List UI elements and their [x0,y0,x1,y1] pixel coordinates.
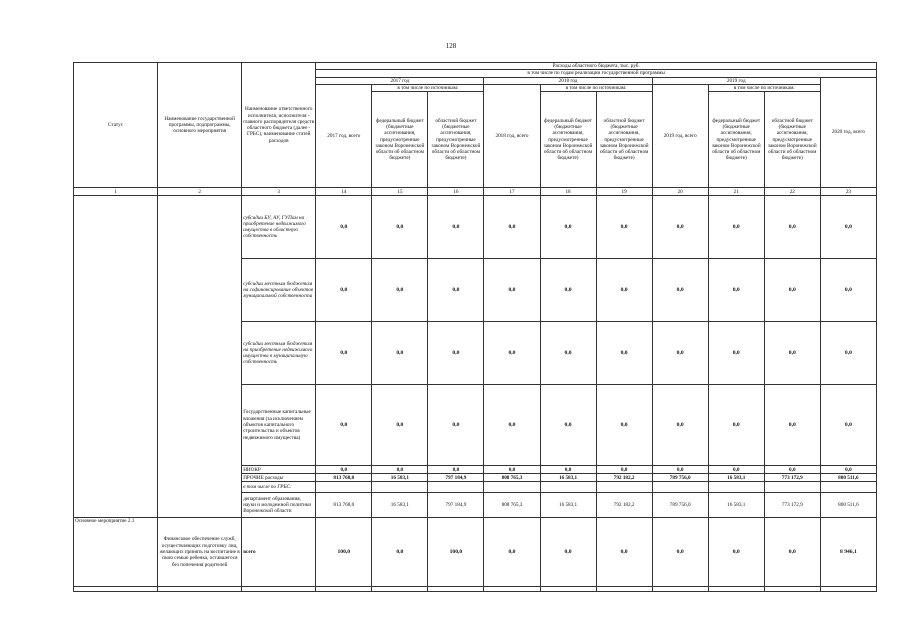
value-cell [372,482,428,493]
value-cell: 0,0 [316,259,372,322]
table-cell [428,587,484,592]
value-cell: 0,0 [596,518,652,587]
header-year-2018: 2018 год [484,77,652,84]
value-cell: 0,0 [708,466,764,474]
executor-cell: субсидии БУ, АУ, ГУПам на приобретение недвижимого имущества в областную собственность [242,196,316,259]
value-cell: 797 184,9 [428,493,484,518]
column-number: 3 [242,188,316,196]
value-cell: 0,0 [596,385,652,466]
header-year-2019: 2019 год [652,77,820,84]
column-number: 15 [372,188,428,196]
header-regional-2019: областной бюджет (бюджетные ассигнования, предусмотренные законом Воронежской области об областном бюджете) [764,92,820,188]
value-cell [540,482,596,493]
executor-cell: ПРОЧИЕ расходы [242,474,316,482]
value-cell: 100,0 [428,518,484,587]
value-cell: 789 756,0 [652,493,708,518]
value-cell [820,482,876,493]
budget-table [73,62,877,592]
header-total-2019: 2019 год, всего [652,84,708,187]
value-cell: 813 768,0 [316,493,372,518]
table-cell [820,587,876,592]
value-cell: 0,0 [484,196,540,259]
header-year-2017: 2017 год [316,77,484,84]
value-cell [428,482,484,493]
value-cell: 16 583,1 [372,493,428,518]
value-cell: 0,0 [820,196,876,259]
table-cell [764,587,820,592]
value-cell: 0,0 [764,466,820,474]
column-number: 14 [316,188,372,196]
value-cell: 0,0 [540,385,596,466]
value-cell: 0,0 [372,196,428,259]
value-cell: 0,0 [596,466,652,474]
value-cell: 0,0 [764,385,820,466]
header-regional-2017: областной бюджет (бюджетные ассигнования, предусмотренные законом Воронежской области об областном бюджете) [428,92,484,188]
table-cell [158,587,242,592]
value-cell: 0,0 [596,259,652,322]
value-cell: 0,0 [596,196,652,259]
header-total-2018: 2018 год, всего [484,84,540,187]
value-cell: 0,0 [540,518,596,587]
value-cell: 773 172,9 [764,493,820,518]
header-federal-2017: федеральный бюджет (бюджетные ассигнования, предусмотренные законом Воронежской области об областном бюджете) [372,92,428,188]
table-row-continuation [74,587,877,592]
value-cell [652,482,708,493]
value-cell: 0,0 [764,196,820,259]
value-cell: 0,0 [484,322,540,385]
value-cell: 16 583,1 [540,493,596,518]
value-cell: 0,0 [708,385,764,466]
status-cell: Основное мероприятие 2.1 [74,518,158,587]
value-cell: 0,0 [820,385,876,466]
executor-cell: субсидии местным бюджетам на приобретение недвижимого имущества в муниципальную собственность [242,322,316,385]
column-number: 2 [158,188,242,196]
value-cell: 0,0 [428,196,484,259]
value-cell: 0,0 [708,259,764,322]
value-cell: 0,0 [428,466,484,474]
value-cell [708,482,764,493]
header-federal-2018: федеральный бюджет (бюджетные ассигнования, предусмотренные законом Воронежской области об областном бюджете) [540,92,596,188]
header-sources-2017: в том числе по источникам: [372,84,484,91]
header-sources-2018: в том числе по источникам: [540,84,652,91]
value-cell [764,482,820,493]
table-cell [242,587,316,592]
table-cell [708,587,764,592]
value-cell [316,482,372,493]
column-number: 20 [652,188,708,196]
column-number: 17 [484,188,540,196]
value-cell: 813 768,0 [316,474,372,482]
table-row [74,518,877,587]
program-name-cell [158,196,242,518]
column-number: 21 [708,188,764,196]
table-cell [316,587,372,592]
value-cell: 0,0 [372,385,428,466]
table-cell [484,587,540,592]
value-cell: 0,0 [708,322,764,385]
value-cell: 8 946,1 [820,518,876,587]
value-cell: 100,0 [316,518,372,587]
table-cell [652,587,708,592]
value-cell: 0,0 [316,385,372,466]
header-executor: Наименование ответственного исполнителя, исполнителя - главного распорядителя средств областного бюджета (далее - ГРБС), наименование статей расходов [242,63,316,188]
value-cell: 800 511,6 [820,474,876,482]
value-cell: 0,0 [316,466,372,474]
value-cell: 0,0 [540,322,596,385]
value-cell: 0,0 [428,322,484,385]
table-cell [596,587,652,592]
value-cell: 0,0 [372,518,428,587]
header-sources-2019: в том числе по источникам: [708,84,820,91]
value-cell: 0,0 [820,322,876,385]
value-cell: 0,0 [708,518,764,587]
column-number: 18 [540,188,596,196]
value-cell: 16 583,1 [540,474,596,482]
value-cell: 0,0 [652,466,708,474]
header-federal-2019: федеральный бюджет (бюджетные ассигнования, предусмотренные законом Воронежской области об областном бюджете) [708,92,764,188]
value-cell: 792 182,2 [596,474,652,482]
header-regional-2018: областной бюджет (бюджетные ассигнования, предусмотренные законом Воронежской области об областном бюджете) [596,92,652,188]
value-cell: 0,0 [708,196,764,259]
executor-cell: всего [242,518,316,587]
header-by-years: в том числе по годам реализации государственной программы [316,70,877,77]
executor-cell: НИОКР [242,466,316,474]
value-cell: 16 583,1 [372,474,428,482]
value-cell: 0,0 [764,259,820,322]
value-cell [596,482,652,493]
header-total-2020: 2020 год, всего [820,77,876,188]
value-cell: 0,0 [652,518,708,587]
value-cell: 0,0 [596,322,652,385]
header-expenses-title: Расходы областного бюджета, тыс. руб. [316,63,877,70]
value-cell: 0,0 [820,259,876,322]
value-cell: 0,0 [484,385,540,466]
table-cell [372,587,428,592]
column-number: 23 [820,188,876,196]
value-cell: 0,0 [484,518,540,587]
value-cell: 0,0 [372,466,428,474]
column-number: 19 [596,188,652,196]
value-cell: 0,0 [540,466,596,474]
status-cell [74,196,158,518]
column-number: 22 [764,188,820,196]
executor-cell: в том числе по ГРБС: [242,482,316,493]
value-cell: 0,0 [316,196,372,259]
executor-cell: субсидии местным бюджетам на софинансирование объектов муниципальной собственности [242,259,316,322]
value-cell: 808 765,3 [484,493,540,518]
value-cell: 0,0 [540,196,596,259]
value-cell: 789 756,0 [652,474,708,482]
header-program-name: Наименование государственной программы, подпрограммы, основного мероприятия [158,63,242,188]
value-cell: 0,0 [484,259,540,322]
value-cell: 16 583,1 [708,474,764,482]
value-cell: 797 184,9 [428,474,484,482]
value-cell: 0,0 [428,259,484,322]
value-cell: 0,0 [372,322,428,385]
value-cell: 16 583,1 [708,493,764,518]
column-number: 16 [428,188,484,196]
value-cell: 0,0 [484,466,540,474]
program-name-cell: Финансовое обеспечение служб, осуществляющих подготовку лиц, желающих принять на воспитание в свою семью ребенка, оставшегося без попечения родителей [158,518,242,587]
header-total-2017: 2017 год, всего [316,84,372,187]
header-status: Статус [74,63,158,188]
value-cell: 0,0 [652,322,708,385]
column-number: 1 [74,188,158,196]
value-cell: 0,0 [820,466,876,474]
table-cell [540,587,596,592]
value-cell: 0,0 [652,259,708,322]
table-row [74,196,877,259]
value-cell: 0,0 [316,322,372,385]
page-number: 128 [445,42,457,50]
value-cell: 800 511,6 [820,493,876,518]
value-cell: 773 172,9 [764,474,820,482]
executor-cell: департамент образования, науки и молодежной политики Воронежской области [242,493,316,518]
value-cell: 0,0 [764,322,820,385]
value-cell: 0,0 [652,385,708,466]
value-cell: 0,0 [372,259,428,322]
value-cell: 792 182,2 [596,493,652,518]
value-cell: 0,0 [428,385,484,466]
table-cell [74,587,158,592]
executor-cell: Государственные капитальные вложения (за исключением объектов капитального строительства и объектов недвижимого имущества) [242,385,316,466]
value-cell [484,482,540,493]
column-number-row [74,188,877,196]
value-cell: 808 765,3 [484,474,540,482]
value-cell: 0,0 [764,518,820,587]
value-cell: 0,0 [540,259,596,322]
value-cell: 0,0 [652,196,708,259]
